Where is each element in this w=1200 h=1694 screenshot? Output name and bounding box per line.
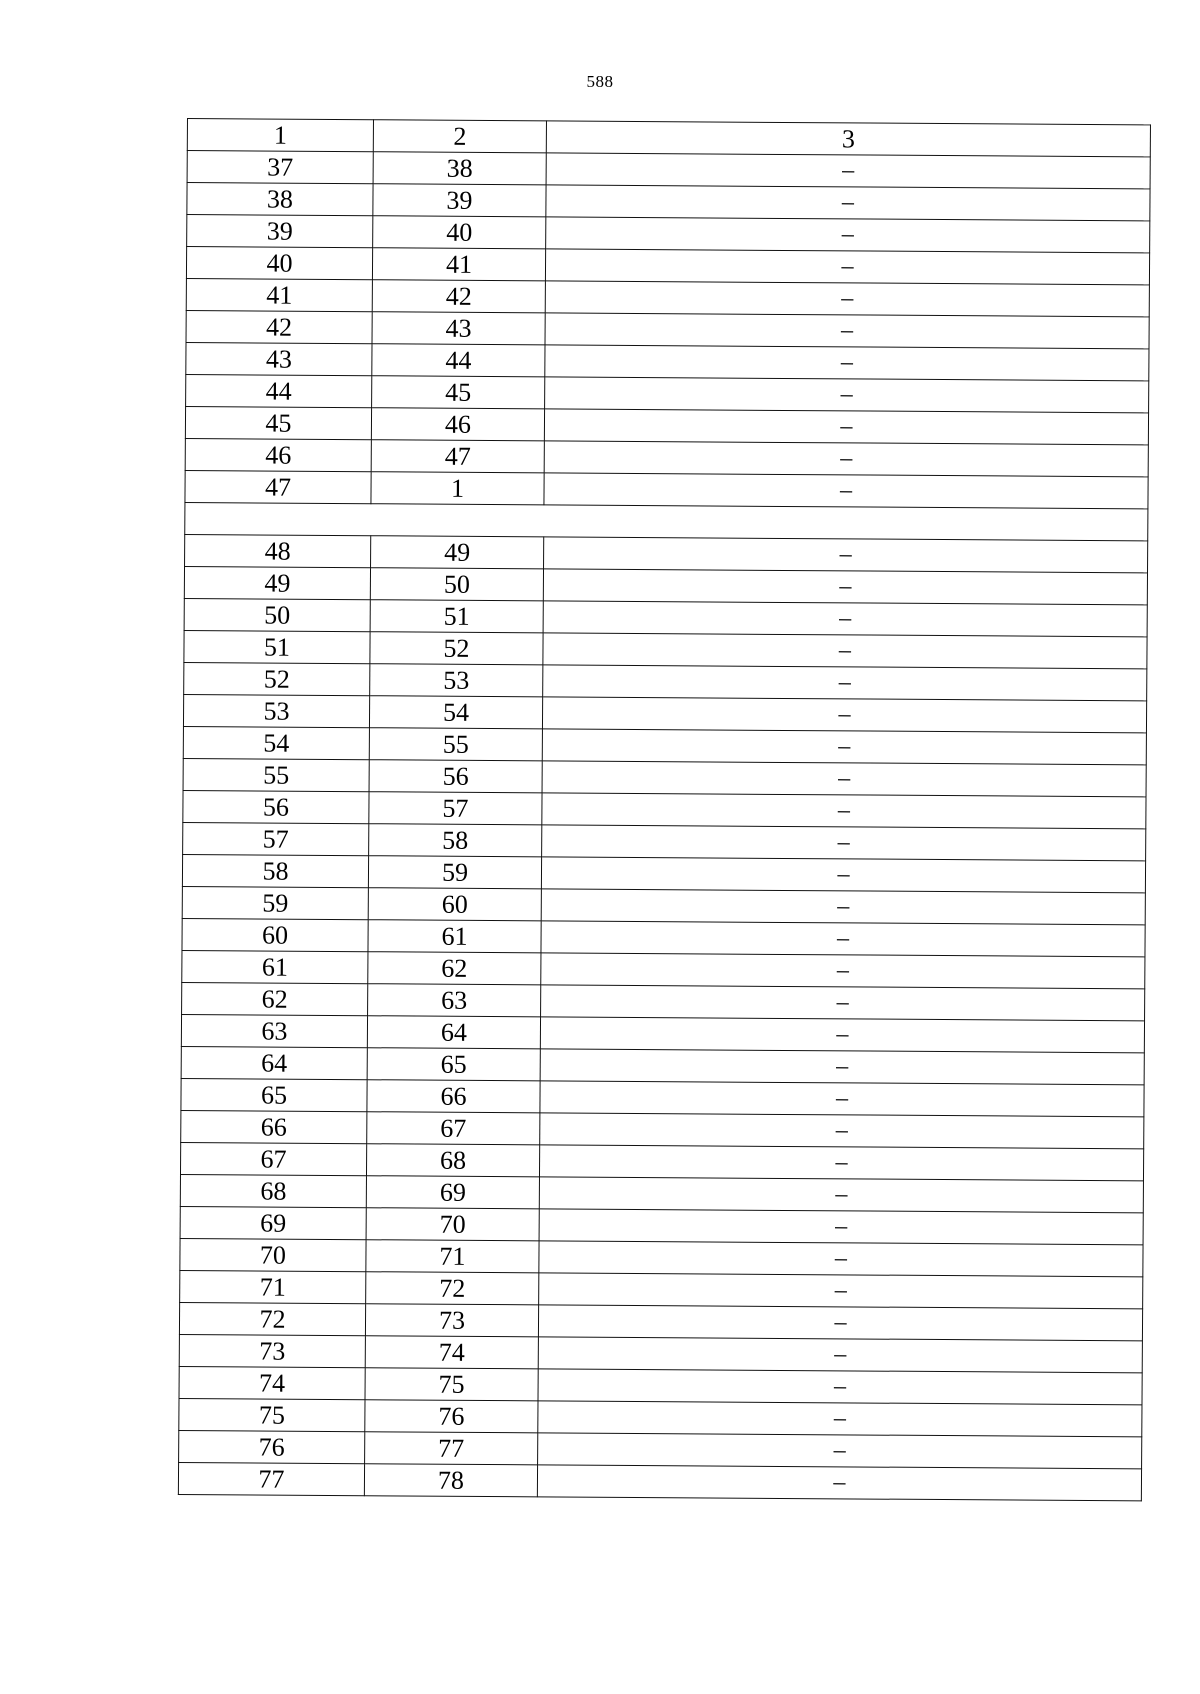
table-cell-col3: – xyxy=(545,345,1149,381)
table-cell-col3: – xyxy=(541,857,1145,893)
table-cell-col1: 53 xyxy=(183,694,369,727)
table-cell-col1: 38 xyxy=(187,183,373,216)
table-cell-col3: – xyxy=(545,313,1149,349)
table-cell-col1: 63 xyxy=(181,1014,367,1047)
table-cell-col2: 39 xyxy=(373,184,546,217)
table-cell-col2: 40 xyxy=(373,216,546,249)
table-cell-col2: 58 xyxy=(369,824,542,857)
table-cell-col2: 42 xyxy=(372,280,545,313)
table-cell-col1: 66 xyxy=(181,1110,367,1143)
table-cell-col3: – xyxy=(539,1209,1143,1245)
table-cell-col1: 55 xyxy=(183,758,369,791)
header-cell-col1: 1 xyxy=(187,119,373,152)
data-table xyxy=(178,118,1151,1501)
table-cell-col1: 71 xyxy=(180,1270,366,1303)
table-cell-col1: 43 xyxy=(186,342,372,375)
table-cell-col1: 69 xyxy=(180,1206,366,1239)
table-cell-col2: 51 xyxy=(370,600,543,633)
table-cell-col1: 74 xyxy=(179,1366,365,1399)
table-body xyxy=(178,119,1150,1501)
table-cell-col3: – xyxy=(541,985,1145,1021)
table-cell-col2: 62 xyxy=(368,952,541,985)
table-cell-col3: – xyxy=(544,473,1148,509)
table-cell-col2: 56 xyxy=(369,760,542,793)
table-cell-col2: 49 xyxy=(371,536,544,569)
table-cell-col1: 46 xyxy=(185,438,371,471)
table-cell-col1: 39 xyxy=(187,215,373,248)
table-cell-col2: 61 xyxy=(368,920,541,953)
table-cell-col1: 44 xyxy=(186,374,372,407)
table-cell-col2: 57 xyxy=(369,792,542,825)
table-cell-col2: 69 xyxy=(366,1176,539,1209)
table-cell-col2: 70 xyxy=(366,1208,539,1241)
page-number: 588 xyxy=(586,72,614,91)
table-cell-col2: 64 xyxy=(367,1016,540,1049)
table-cell-col3: – xyxy=(539,1241,1143,1277)
header-cell-col3: 3 xyxy=(546,121,1150,157)
table-cell-col2: 47 xyxy=(371,440,544,473)
table-cell-col2: 65 xyxy=(367,1048,540,1081)
table-cell-col1: 72 xyxy=(179,1302,365,1335)
table-cell-col1: 50 xyxy=(184,598,370,631)
table-cell-col1: 76 xyxy=(179,1430,365,1463)
table-cell-col3: – xyxy=(543,569,1147,605)
table-cell-col2: 43 xyxy=(372,312,545,345)
table-cell-col1: 56 xyxy=(183,790,369,823)
table-cell-col1: 37 xyxy=(187,151,373,184)
table-cell-col3: – xyxy=(540,1113,1144,1149)
table-cell-col3: – xyxy=(545,281,1149,317)
table-cell-col2: 75 xyxy=(365,1368,538,1401)
table-cell-col3: – xyxy=(546,153,1150,189)
table-cell-col3: – xyxy=(544,441,1148,477)
table-row xyxy=(178,1462,1141,1500)
table-cell-col3: – xyxy=(540,1081,1144,1117)
table-cell-col1: 58 xyxy=(182,854,368,887)
table-cell-col3: – xyxy=(542,697,1146,733)
table-cell-col2: 38 xyxy=(373,152,546,185)
table-cell-col1: 62 xyxy=(182,982,368,1015)
table-cell-col3: – xyxy=(538,1305,1142,1341)
table-cell-col3: – xyxy=(542,761,1146,797)
table-cell-col3: – xyxy=(543,633,1147,669)
header-cell-col2: 2 xyxy=(373,120,546,153)
table-cell-col2: 52 xyxy=(370,632,543,665)
table-cell-col1: 48 xyxy=(185,534,371,567)
table-cell-col2: 71 xyxy=(366,1240,539,1273)
table-cell-col2: 66 xyxy=(367,1080,540,1113)
table-cell-col1: 59 xyxy=(182,886,368,919)
table-cell-col3: – xyxy=(538,1337,1142,1373)
table-cell-col2: 72 xyxy=(366,1272,539,1305)
table-cell-col1: 67 xyxy=(180,1142,366,1175)
table-cell-col1: 73 xyxy=(179,1334,365,1367)
table-cell-col3: – xyxy=(541,889,1145,925)
table-cell-col3: – xyxy=(540,1017,1144,1053)
table-cell-col1: 51 xyxy=(184,630,370,663)
table-cell-col3: – xyxy=(541,921,1145,957)
table-cell-col3: – xyxy=(545,377,1149,413)
table-cell-col2: 41 xyxy=(372,248,545,281)
table-cell-col3: – xyxy=(541,953,1145,989)
table-cell-col2: 54 xyxy=(369,696,542,729)
table-cell-col2: 1 xyxy=(371,472,544,505)
table-cell-col1: 42 xyxy=(186,310,372,343)
table-cell-col2: 50 xyxy=(370,568,543,601)
table-cell-col3: – xyxy=(543,665,1147,701)
table-cell-col2: 44 xyxy=(372,344,545,377)
table-cell-col2: 74 xyxy=(365,1336,538,1369)
table-cell-col2: 55 xyxy=(369,728,542,761)
table-cell-col1: 75 xyxy=(179,1398,365,1431)
table-cell-col3: – xyxy=(544,537,1148,573)
table-cell-col1: 41 xyxy=(186,278,372,311)
table-cell-col3: – xyxy=(544,409,1148,445)
table-cell-col2: 46 xyxy=(371,408,544,441)
table-cell-col2: 53 xyxy=(370,664,543,697)
table-cell-col1: 70 xyxy=(180,1238,366,1271)
table-cell-col2: 67 xyxy=(367,1112,540,1145)
table-cell-col1: 60 xyxy=(182,918,368,951)
table-cell-col3: – xyxy=(539,1177,1143,1213)
table-cell-col3: – xyxy=(539,1273,1143,1309)
table-cell-col2: 76 xyxy=(365,1400,538,1433)
table-cell-col1: 47 xyxy=(185,470,371,503)
table-cell-col2: 68 xyxy=(366,1144,539,1177)
table-cell-col1: 65 xyxy=(181,1078,367,1111)
table-cell-col1: 45 xyxy=(185,406,371,439)
table-cell-col1: 57 xyxy=(183,822,369,855)
table-cell-col1: 61 xyxy=(182,950,368,983)
table-cell-col3: – xyxy=(546,217,1150,253)
table-cell-col3: – xyxy=(546,185,1150,221)
table-cell-col3: – xyxy=(542,825,1146,861)
table-cell-col2: 60 xyxy=(368,888,541,921)
table-cell-col3: – xyxy=(542,793,1146,829)
table-cell-col1: 49 xyxy=(184,566,370,599)
table-cell-col2: 78 xyxy=(364,1464,537,1497)
table-cell-col1: 77 xyxy=(178,1462,364,1495)
table-cell-col2: 45 xyxy=(372,376,545,409)
table-cell-col1: 40 xyxy=(186,247,372,280)
table-cell-col1: 68 xyxy=(180,1174,366,1207)
table-cell-col3: – xyxy=(543,601,1147,637)
table-cell-col3: – xyxy=(538,1369,1142,1405)
table-cell-col3: – xyxy=(540,1049,1144,1085)
table-cell-col3: – xyxy=(542,729,1146,765)
table-cell-col1: 52 xyxy=(184,662,370,695)
table-cell-col1: 64 xyxy=(181,1046,367,1079)
table-cell-col2: 73 xyxy=(365,1304,538,1337)
table-cell-col2: 77 xyxy=(365,1432,538,1465)
table-cell-col1: 54 xyxy=(183,726,369,759)
table-cell-col3: – xyxy=(538,1433,1142,1469)
table-cell-col3: – xyxy=(538,1401,1142,1437)
table-cell-col2: 59 xyxy=(368,856,541,889)
table-cell-col3: – xyxy=(537,1465,1141,1501)
table-cell-col3: – xyxy=(545,249,1149,285)
table-cell-col3: – xyxy=(539,1145,1143,1181)
table-cell-col2: 63 xyxy=(368,984,541,1017)
